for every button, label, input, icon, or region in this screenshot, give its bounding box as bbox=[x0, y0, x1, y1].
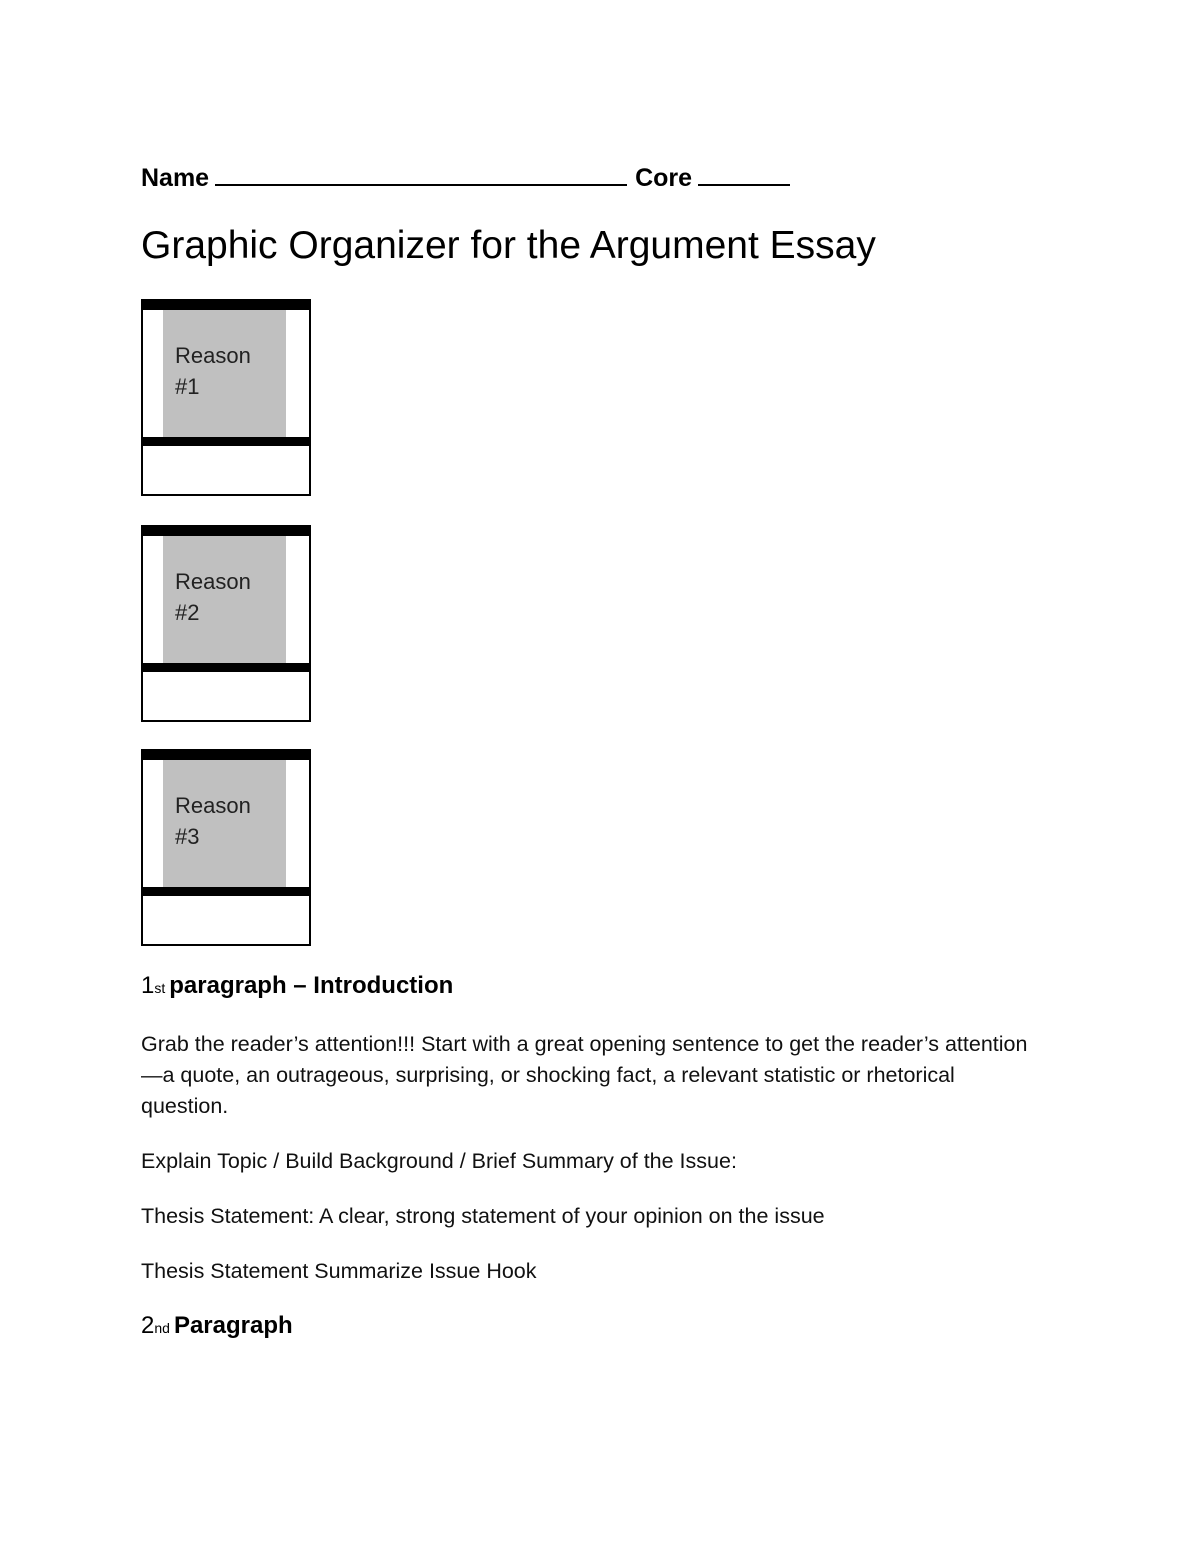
reason-box-divider bbox=[143, 663, 309, 672]
reason-label-number: #2 bbox=[175, 600, 200, 625]
section-heading-text: paragraph – Introduction bbox=[169, 972, 454, 999]
page-title: Graphic Organizer for the Argument Essay bbox=[141, 224, 876, 267]
reason-box-shade bbox=[163, 310, 286, 437]
reason-label bbox=[175, 790, 251, 852]
summary-paragraph: Explain Topic / Build Background / Brief Summary of the Issue: bbox=[141, 1149, 737, 1173]
section-ordinal-suffix: st bbox=[154, 980, 166, 996]
core-label: Core bbox=[635, 164, 693, 192]
reason-label-number: #3 bbox=[175, 824, 200, 849]
section-heading-introduction bbox=[141, 972, 453, 1000]
reason-label-line1: Reason bbox=[175, 793, 251, 818]
reason-label-number: #1 bbox=[175, 374, 200, 399]
reason-box-shade bbox=[163, 760, 286, 887]
section-number: 1 bbox=[141, 972, 155, 999]
section-heading-second-paragraph bbox=[141, 1312, 293, 1340]
reason-label-line1: Reason bbox=[175, 343, 251, 368]
order-paragraph: Thesis Statement Summarize Issue Hook bbox=[141, 1259, 537, 1283]
hook-paragraph: Grab the reader’s attention!!! Start with a great opening sentence to get the reader’s attention—a quote, an outrageous, surprising, or shocking fact, a relevant statistic or rhetorical question. bbox=[141, 1032, 1028, 1118]
reason-box-3 bbox=[141, 749, 311, 946]
reason-box-divider bbox=[143, 437, 309, 446]
name-core-line bbox=[141, 164, 798, 193]
name-blank bbox=[215, 164, 627, 186]
reason-box-shade bbox=[163, 536, 286, 663]
section-ordinal-suffix: nd bbox=[154, 1320, 170, 1336]
reason-box-1 bbox=[141, 299, 311, 496]
reason-label bbox=[175, 566, 251, 628]
section-number: 2 bbox=[141, 1312, 155, 1339]
reason-box-divider bbox=[143, 887, 309, 896]
reason-label bbox=[175, 340, 251, 402]
section-heading-text: Paragraph bbox=[173, 1312, 293, 1339]
thesis-paragraph: Thesis Statement: A clear, strong statement of your opinion on the issue bbox=[141, 1204, 825, 1228]
reason-label-line1: Reason bbox=[175, 569, 251, 594]
core-blank bbox=[698, 164, 790, 186]
reason-box-2 bbox=[141, 525, 311, 722]
name-label: Name bbox=[141, 164, 210, 192]
